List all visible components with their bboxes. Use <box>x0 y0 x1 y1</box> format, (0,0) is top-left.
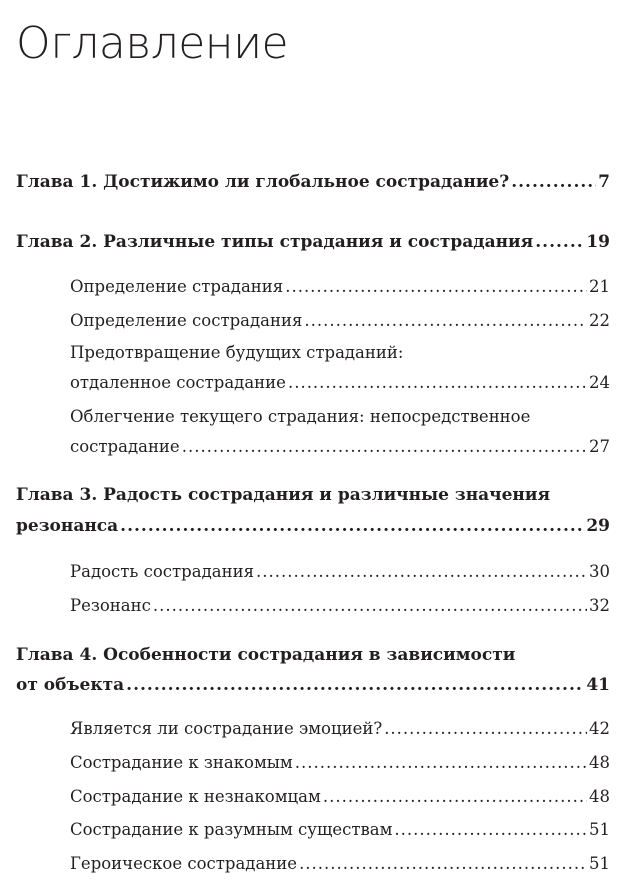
toc-chapter-title: резонанса <box>16 516 119 536</box>
toc-chapter-1[interactable] <box>16 172 610 192</box>
toc-section-title: отдаленное сострадание <box>70 373 286 392</box>
toc-page-number: 29 <box>586 516 610 536</box>
toc-section-title: сострадание <box>70 437 180 456</box>
toc-section-title: Резонанс <box>70 596 151 615</box>
dot-leader <box>304 311 587 330</box>
toc-chapter-4-line1[interactable]: Глава 4. Особенности сострадания в зависимости <box>16 645 516 665</box>
toc-section-2-3[interactable] <box>70 373 610 392</box>
toc-chapter-3[interactable] <box>16 516 610 536</box>
toc-section-4-2[interactable] <box>70 753 610 772</box>
toc-section-3-2[interactable] <box>70 596 610 615</box>
toc-section-title: Сострадание к разумным существам <box>70 820 393 839</box>
toc-section-2-3-line1[interactable]: Предотвращение будущих страданий: <box>70 343 404 362</box>
toc-page-number: 48 <box>589 753 610 772</box>
toc-chapter-title: Глава 2. Различные типы страдания и сострадания <box>16 232 534 252</box>
toc-section-2-4-line1[interactable]: Облегчение текущего страдания: непосредственное <box>70 407 531 426</box>
dot-leader <box>299 854 587 873</box>
dot-leader <box>295 753 587 772</box>
toc-section-title: Сострадание к незнакомцам <box>70 787 321 806</box>
dot-leader <box>153 596 587 615</box>
toc-chapter-title: Глава 1. Достижимо ли глобальное сострадание? <box>16 172 510 192</box>
toc-chapter-title: от объекта <box>16 675 125 695</box>
dot-leader <box>323 787 587 806</box>
toc-page-number: 30 <box>589 562 610 581</box>
toc-section-title: Определение сострадания <box>70 311 303 330</box>
toc-page-number: 22 <box>589 311 610 330</box>
toc-section-title: Героическое сострадание <box>70 854 298 873</box>
toc-section-2-4[interactable] <box>70 437 610 456</box>
toc-chapter-4[interactable] <box>16 675 610 695</box>
toc-chapter-2[interactable] <box>16 232 610 252</box>
toc-page-number: 7 <box>598 172 610 192</box>
toc-page-number: 42 <box>589 719 610 738</box>
toc-page-number: 24 <box>589 373 610 392</box>
dot-leader <box>384 719 587 738</box>
dot-leader <box>394 820 587 839</box>
toc-section-4-4[interactable] <box>70 820 610 839</box>
toc-page-number: 19 <box>586 232 610 252</box>
dot-leader <box>285 277 587 296</box>
toc-section-title: Является ли сострадание эмоцией? <box>70 719 383 738</box>
toc-section-title: Сострадание к знакомым <box>70 753 293 772</box>
toc-section-3-1[interactable] <box>70 562 610 581</box>
dot-leader <box>535 232 584 252</box>
toc-section-4-5[interactable] <box>70 854 610 873</box>
toc-section-title: Радость сострадания <box>70 562 254 581</box>
dot-leader <box>126 675 584 695</box>
toc-page-number: 48 <box>589 787 610 806</box>
toc-page-number: 41 <box>586 675 610 695</box>
toc-page-number: 21 <box>589 277 610 296</box>
toc-page-number: 51 <box>589 854 610 873</box>
dot-leader <box>256 562 587 581</box>
toc-section-title: Определение страдания <box>70 277 284 296</box>
page-title: Оглавление <box>16 18 289 69</box>
toc-section-4-3[interactable] <box>70 787 610 806</box>
toc-chapter-3-line1[interactable]: Глава 3. Радость сострадания и различные значения <box>16 485 551 505</box>
toc-page-number: 51 <box>589 820 610 839</box>
dot-leader <box>288 373 587 392</box>
toc-page-number: 27 <box>589 437 610 456</box>
toc-section-2-2[interactable] <box>70 311 610 330</box>
toc-section-2-1[interactable] <box>70 277 610 296</box>
toc-page-number: 32 <box>589 596 610 615</box>
toc-section-4-1[interactable] <box>70 719 610 738</box>
dot-leader <box>511 172 596 192</box>
dot-leader <box>182 437 587 456</box>
dot-leader <box>120 516 584 536</box>
